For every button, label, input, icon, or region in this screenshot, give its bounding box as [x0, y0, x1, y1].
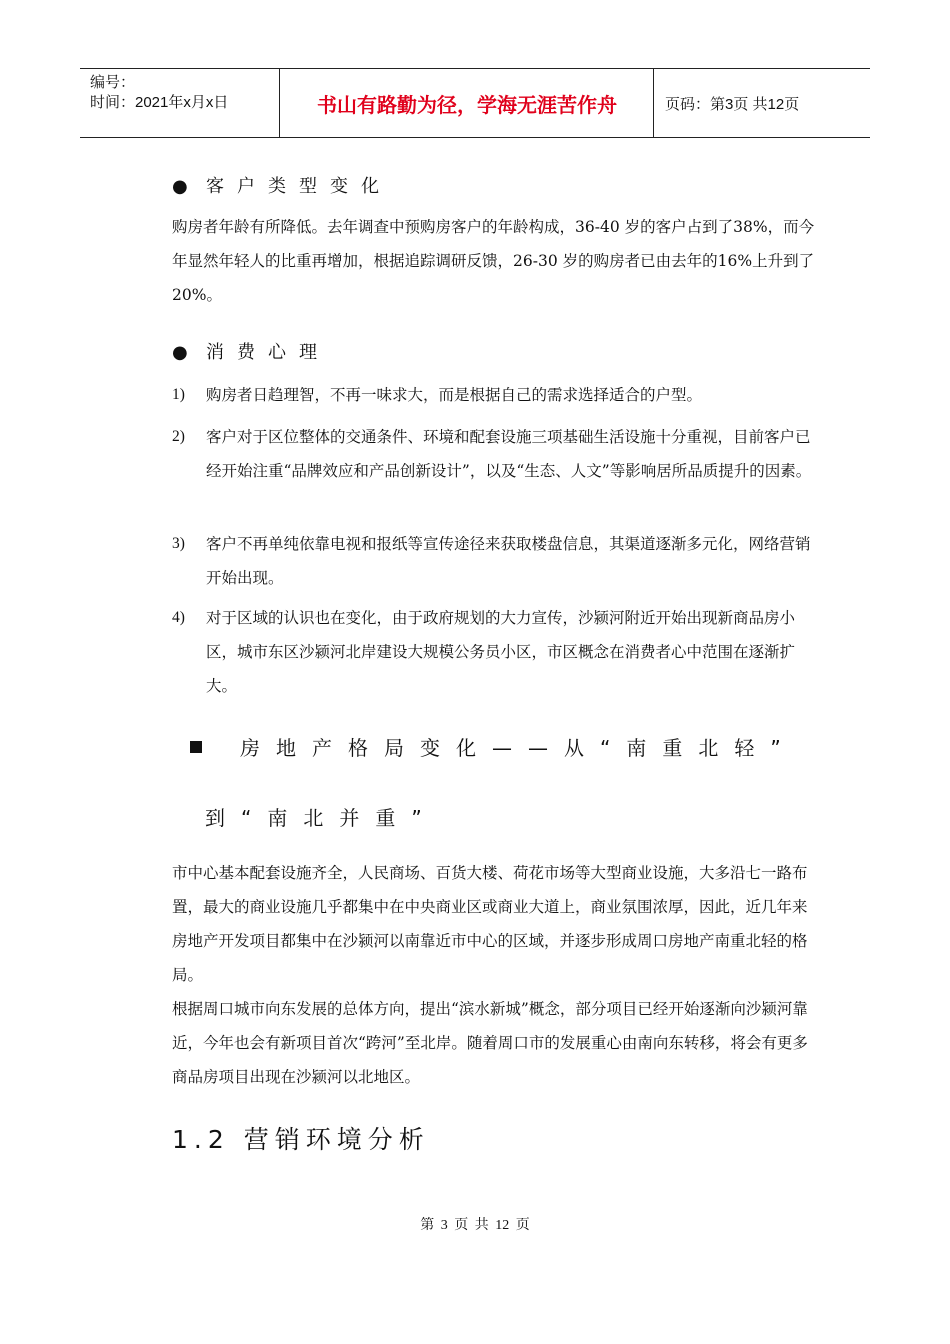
heading-text: 消费心理 [206, 342, 330, 363]
list-text: 客户对于区位整体的交通条件、环境和配套设施三项基础生活设施十分重视，目前客户已经开始注重“品牌效应和产品创新设计”，以及“生态、人文”等影响居所品质提升的因素。 [206, 428, 812, 480]
list-number: 4) [172, 609, 185, 626]
header-motto: 书山有路勤为径，学海无涯苦作舟 [281, 69, 654, 137]
heading-text: 房地产格局变化——从“南重北轻” [240, 736, 797, 760]
bullet-icon: ● [172, 342, 188, 363]
bullet-icon: ● [172, 176, 188, 197]
header-meta [80, 69, 280, 137]
heading-pattern-line2: 到“南北并重” [205, 806, 438, 830]
heading-text: 客户类型变化 [206, 176, 392, 197]
page-footer: 第 3 页 共 12 页 [420, 1218, 530, 1233]
list-text: 客户不再单纯依靠电视和报纸等宣传途径来获取楼盘信息，其渠道逐渐多元化，网络营销开始出现。 [206, 535, 811, 587]
list-item [172, 378, 822, 412]
code-label: 编号： [90, 74, 136, 91]
list-item [172, 420, 822, 488]
section-heading-marketing: 1.2 营销环境分析 [172, 1125, 430, 1154]
square-bullet-icon [190, 741, 202, 753]
page-header [80, 68, 870, 138]
date-line: 时间：2021年x月x日 [90, 94, 229, 111]
heading-pattern-line1 [190, 732, 797, 761]
paragraph-customer-type: 购房者年龄有所降低。去年调查中预购房客户的年龄构成，36-40 岁的客户占到了38%，而今年显然年轻人的比重再增加，根据追踪调研反馈，26-30 岁的购房者已由去年的16%上升到了20%。 [172, 218, 815, 304]
header-page-info: 页码：第3页 共12页 [665, 95, 800, 113]
paragraph-pattern-1: 市中心基本配套设施齐全，人民商场、百货大楼、荷花市场等大型商业设施，大多沿七一路布置，最大的商业设施几乎都集中在中央商业区或商业大道上，商业氛围浓厚，因此，近几年来房地产开发项目都集中在沙颍河以南靠近市中心的区域，并逐步形成周口房地产南重北轻的格局。 [172, 864, 808, 984]
list-number: 3) [172, 535, 185, 552]
list-number: 2) [172, 428, 185, 445]
list-number: 1) [172, 386, 185, 403]
list-item [172, 527, 822, 595]
heading-customer-type [172, 172, 392, 198]
list-item [172, 601, 822, 703]
list-text: 购房者日趋理智，不再一味求大，而是根据自己的需求选择适合的户型。 [206, 386, 703, 404]
paragraph-pattern-2: 根据周口城市向东发展的总体方向，提出“滨水新城”概念，部分项目已经开始逐渐向沙颍河靠近，今年也会有新项目首次“跨河”至北岸。随着周口市的发展重心由南向东转移，将会有更多商品房项目出现在沙颍河以北地区。 [172, 1000, 808, 1086]
heading-psychology [172, 338, 330, 364]
list-text: 对于区域的认识也在变化，由于政府规划的大力宣传，沙颍河附近开始出现新商品房小区，城市东区沙颍河北岸建设大规模公务员小区，市区概念在消费者心中范围在逐渐扩大。 [206, 609, 796, 695]
